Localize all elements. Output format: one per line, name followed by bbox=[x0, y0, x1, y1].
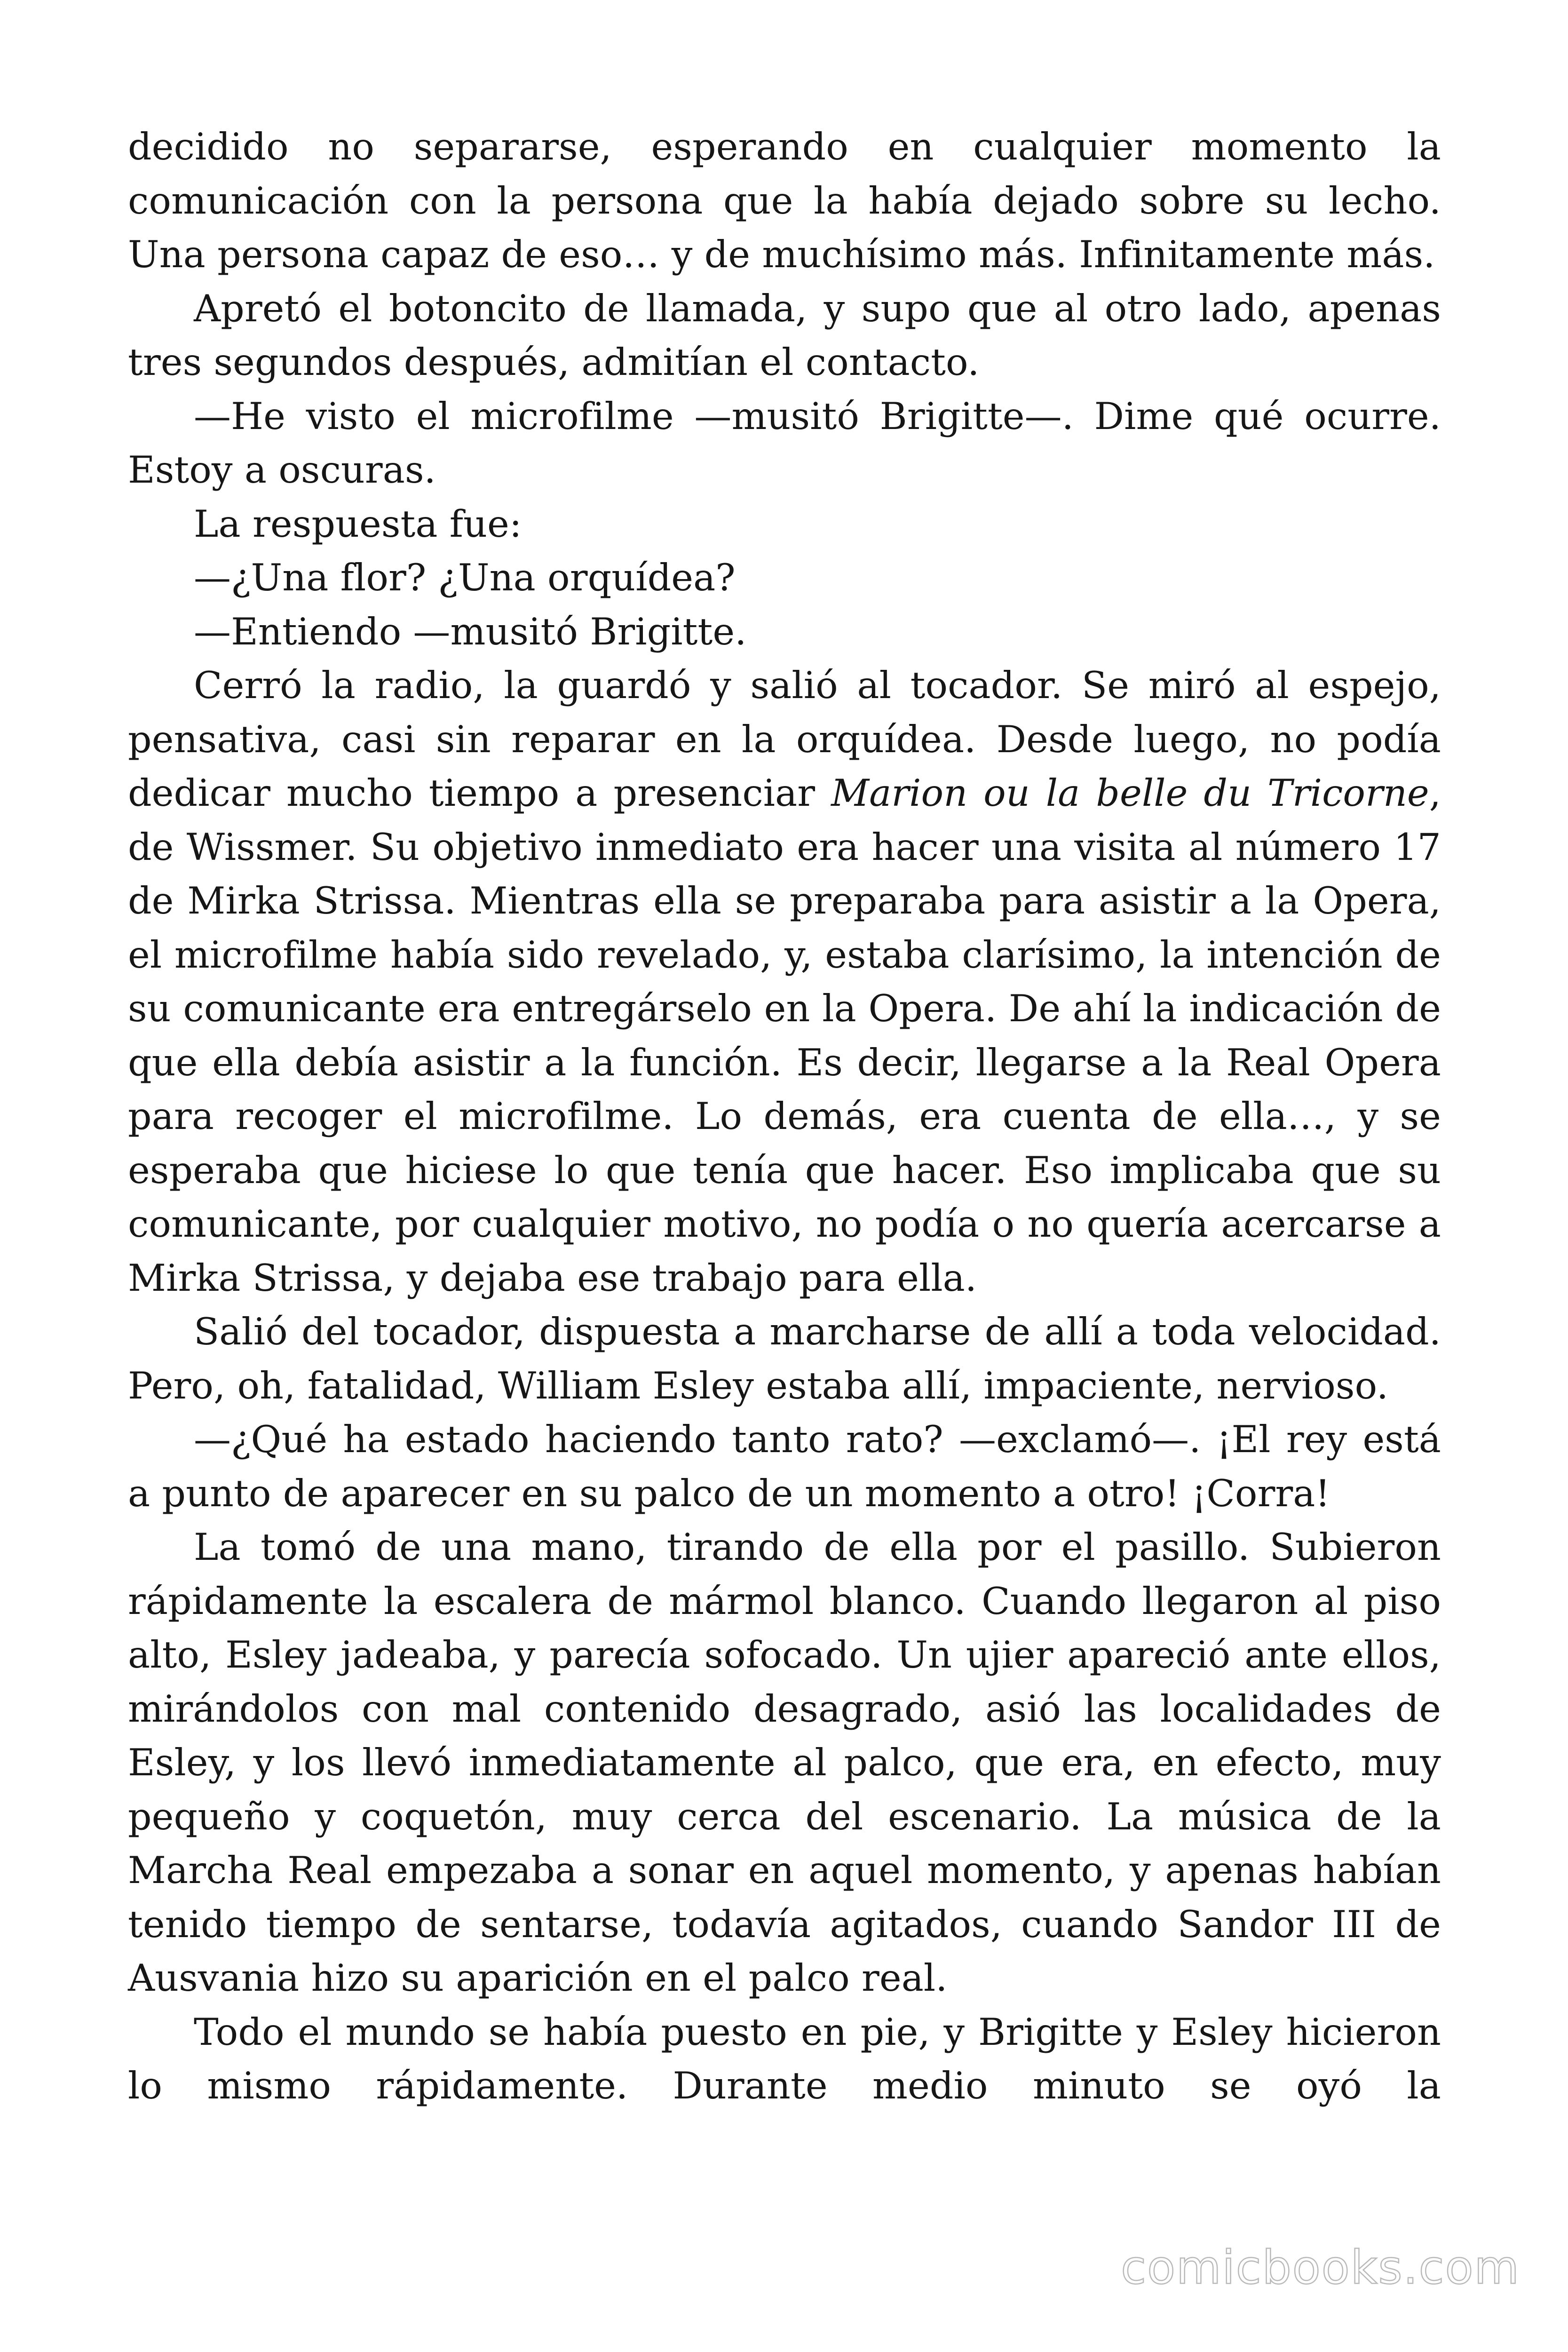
paragraph-9: —¿Qué ha estado haciendo tanto rato? —exclamó—. ¡El rey está a punto de aparecer en su palco de un momento a otro! ¡Corra! bbox=[128, 1418, 1441, 1515]
paragraph-6: —Entiendo —musitó Brigitte. bbox=[194, 610, 747, 653]
paragraph-1: decidido no separarse, esperando en cualquier momento la comunicación con la persona que la había dejado sobre su lecho. Una persona capaz de eso… y de muchísimo más. Infinitamente más. bbox=[128, 125, 1441, 276]
book-page bbox=[128, 120, 1441, 2113]
paragraph-11: Todo el mundo se había puesto en pie, y Brigitte y Esley hicieron lo mismo rápidamente. Durante medio minuto se oyó la bbox=[128, 2010, 1441, 2107]
watermark-logo: comicbooks.com bbox=[1121, 2241, 1520, 2295]
paragraph-7-text-before: Cerró la radio, la guardó y salió al tocador. Se miró al espejo, pensativa, casi sin reparar en la orquídea. Desde luego, no podía dedicar mucho tiempo a presenciar bbox=[128, 664, 1441, 815]
opera-title-italic: Marion ou la belle du Tricorne bbox=[831, 771, 1429, 815]
paragraph-7 bbox=[128, 659, 1441, 1305]
paragraph-10: La tomó de una mano, tirando de ella por el pasillo. Subieron rápidamente la escalera de mármol blanco. Cuando llegaron al piso alto, Esley jadeaba, y parecía sofocado. Un ujier apareció ante ellos, mirándolos con mal contenido desagrado, asió las localidades de Esley, y los llevó inmediatamente al palco, que era, en efecto, muy pequeño y coquetón, muy cerca del escenario. La música de la Marcha Real empezaba a sonar en aquel momento, y apenas habían tenido tiempo de sentarse, todavía agitados, cuando Sandor III de Ausvania hizo su aparición en el palco real. bbox=[128, 1526, 1441, 2000]
paragraph-7-text-after: , de Wissmer. Su objetivo inmediato era hacer una visita al número 17 de Mirka Strissa. Mientras ella se preparaba para asistir a la Opera, el microfilme había sido revelado, y, estaba clarísimo, la intención de su comunicante era entregárselo en la Opera. De ahí la indicación de que ella debía asistir a la función. Es decir, llegarse a la Real Opera para recoger el microfilme. Lo demás, era cuenta de ella…, y se esperaba que hiciese lo que tenía que hacer. Eso implicaba que su comunicante, por cualquier motivo, no podía o no quería acercarse a Mirka Strissa, y dejaba ese trabajo para ella. bbox=[128, 771, 1441, 1300]
paragraph-5: —¿Una flor? ¿Una orquídea? bbox=[194, 556, 736, 599]
paragraph-4: La respuesta fue: bbox=[194, 502, 522, 546]
paragraph-3: —He visto el microfilme —musitó Brigitte—. Dime qué ocurre. Estoy a oscuras. bbox=[128, 394, 1441, 492]
paragraph-8: Salió del tocador, dispuesta a marcharse de allí a toda velocidad. Pero, oh, fatalidad, William Esley estaba allí, impaciente, nervioso. bbox=[128, 1310, 1441, 1407]
paragraph-2: Apretó el botoncito de llamada, y supo que al otro lado, apenas tres segundos después, admitían el contacto. bbox=[128, 286, 1441, 384]
